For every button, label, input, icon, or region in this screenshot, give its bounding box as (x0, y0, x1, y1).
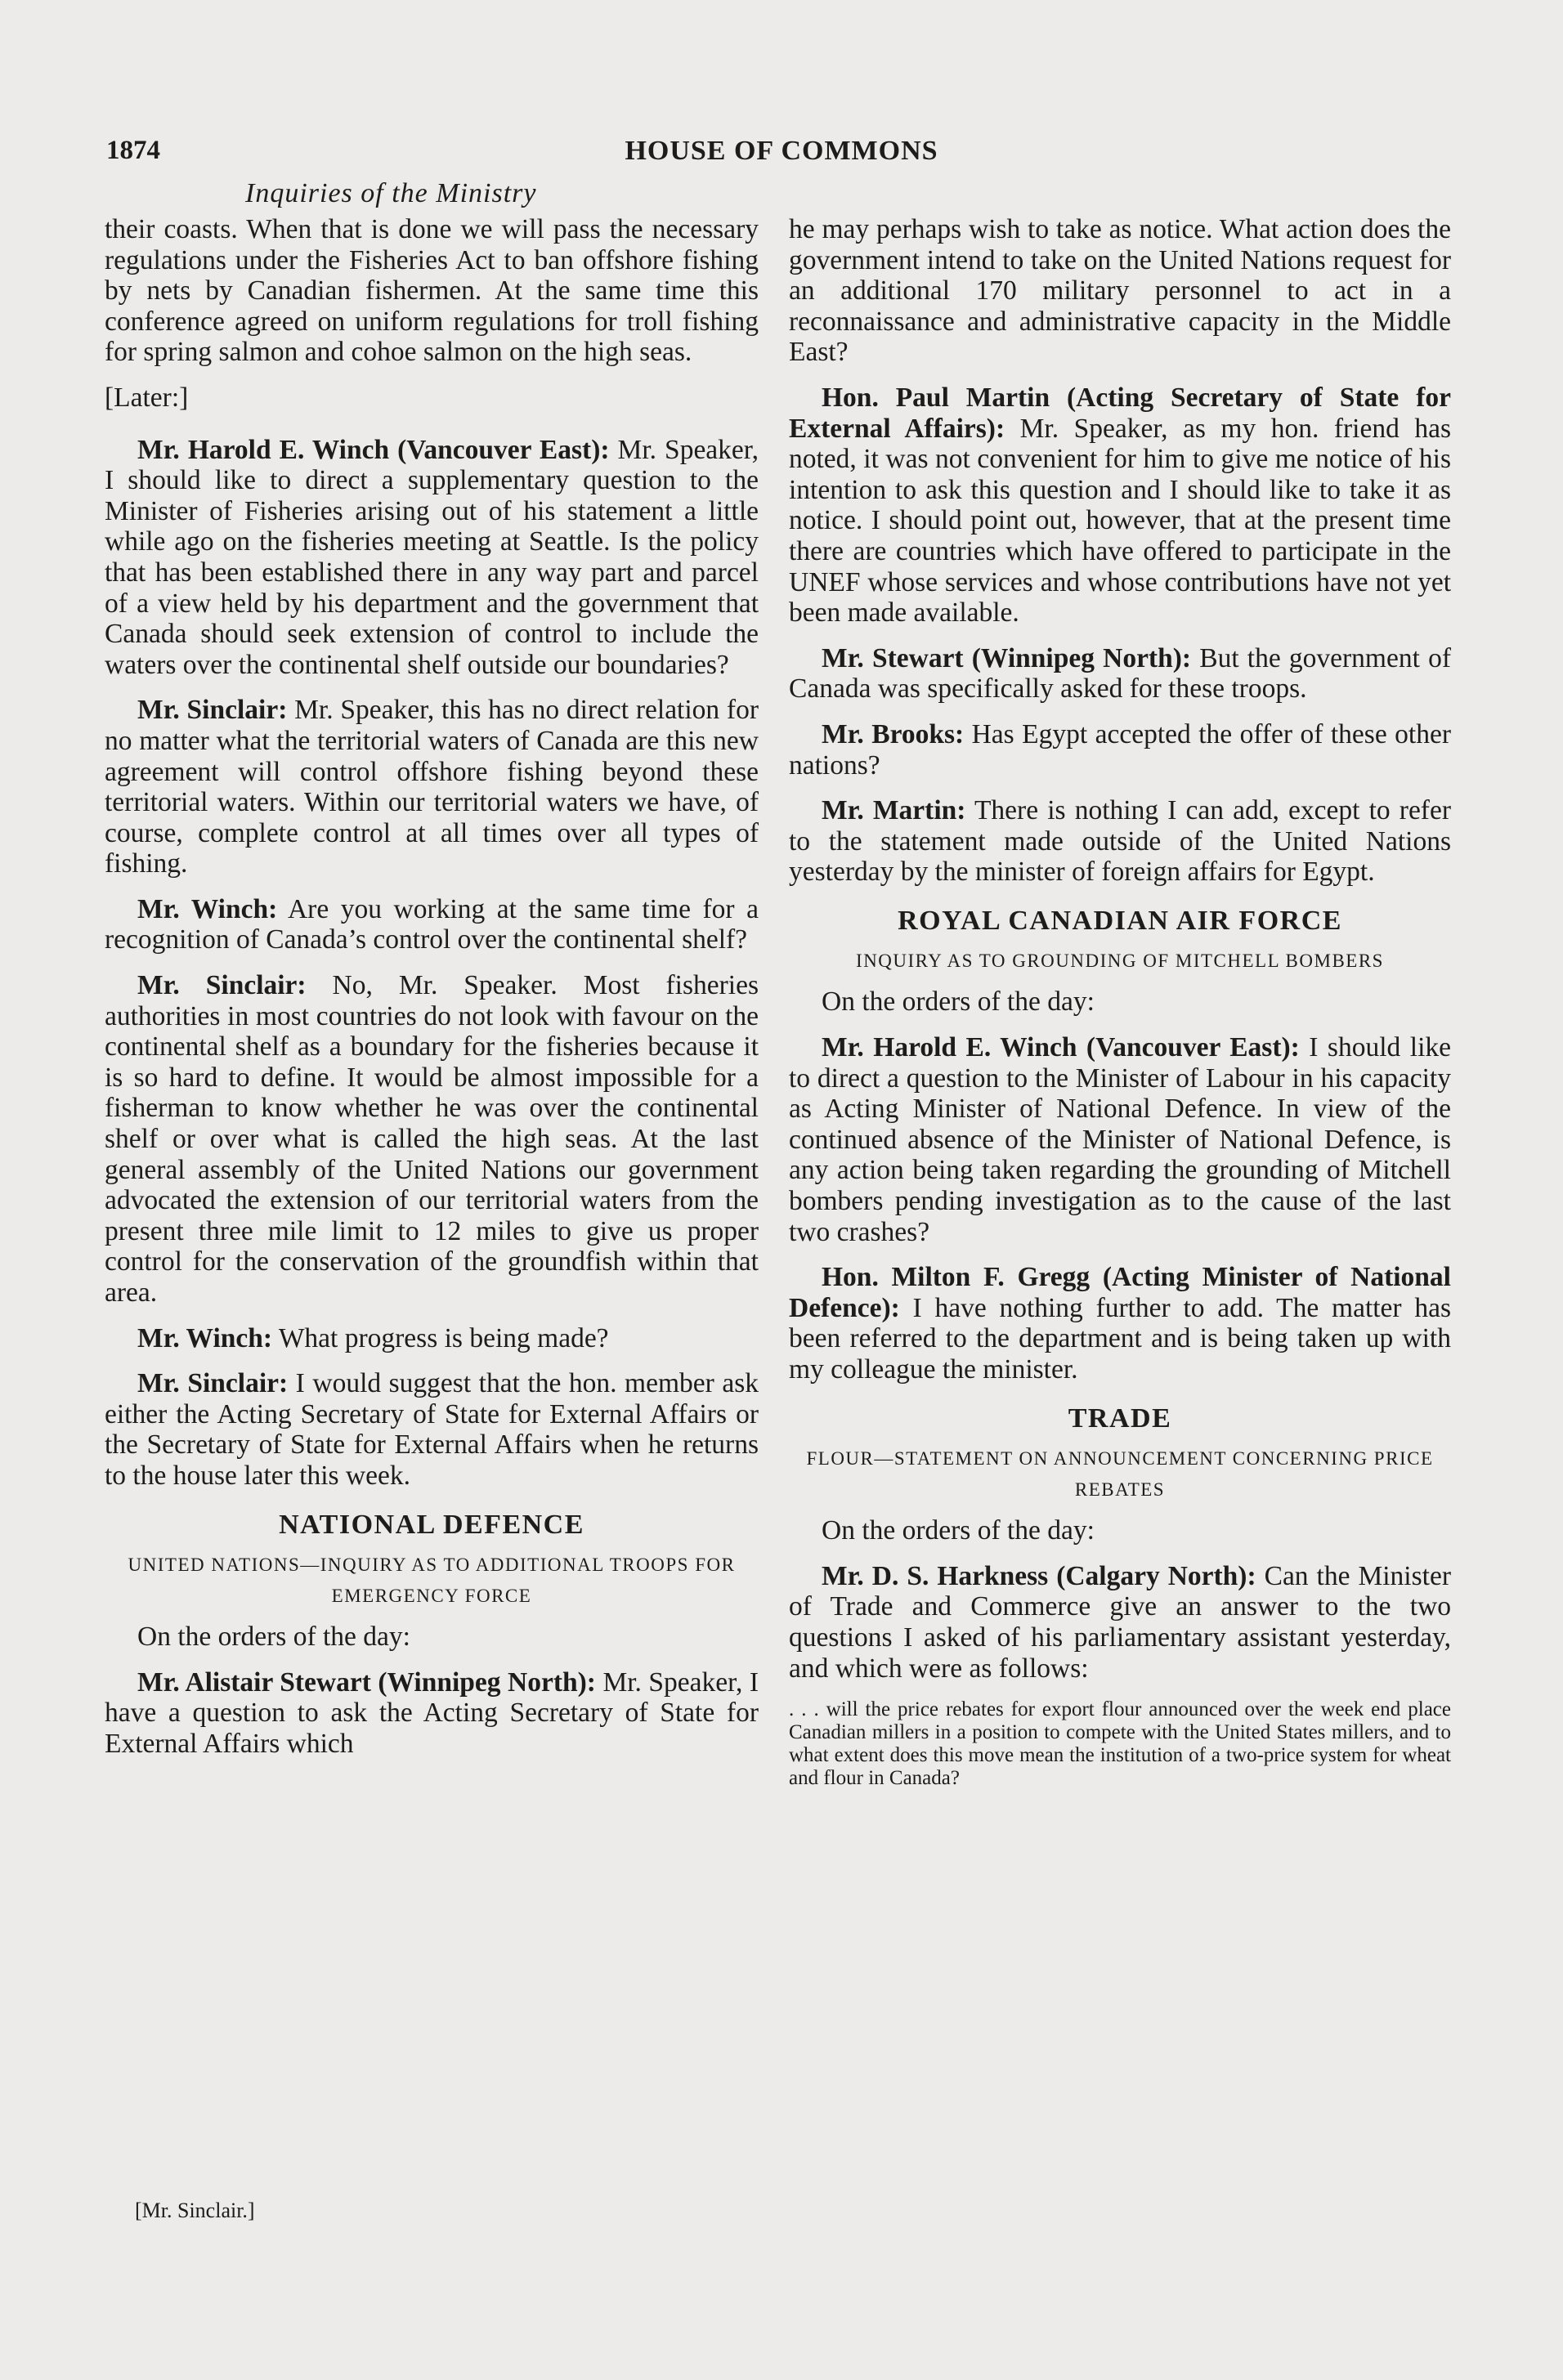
right-column (789, 214, 1451, 1805)
speaker-name: Mr. Winch: (137, 893, 278, 924)
orders-of-the-day: On the orders of the day: (822, 986, 1095, 1018)
speaker-name: Mr. Sinclair: (137, 1368, 289, 1399)
speech-text: Mr. Speaker, I should like to direct a supplementary question to the Minister of Fisheries arising out of his statement a little while ago on the fisheries meeting at Seattle. Is the policy that has been established there in any way part and parcel of a view held by his department and the government that Canada should seek extension of control to include the waters over the continental shelf outside our boundaries? (105, 434, 759, 680)
speech-text: But the government of Canada was specifically asked for these troops. (789, 642, 1452, 705)
paragraph (789, 1561, 1451, 1684)
speaker-name: Mr. Sinclair: (137, 695, 288, 726)
speaker-name: Mr. Martin: (822, 795, 966, 826)
paragraph (105, 894, 759, 955)
page-title: HOUSE OF COMMONS (625, 136, 938, 166)
paragraph (789, 719, 1451, 781)
section-heading: NATIONAL DEFENCE (279, 1509, 584, 1540)
speaker-name: Hon. Milton F. Gregg (Acting Minister of National Defence): (789, 1262, 1451, 1323)
speech-text: Can the Minister of Trade and Commerce give an answer to the two questions I asked of his parliamentary assistant yesterday, and which were as follows: (789, 1560, 1451, 1684)
orders-of-the-day: On the orders of the day: (822, 1515, 1095, 1546)
speech-text: Mr. Speaker, I have a question to ask the Acting Secretary of State for External Affairs which (105, 1666, 759, 1759)
speaker-name: Mr. Sinclair: (137, 970, 307, 1001)
speaker-name: Mr. Harold E. Winch (Vancouver East): (137, 434, 610, 465)
paragraph (105, 1667, 759, 1760)
block-quote: . . . will the price rebates for export flour announced over the week end place Canadian millers in a position to compete with the United States millers, and to what extent does this move mean the institution of a two-price system for wheat and flour in Canada? (789, 1698, 1451, 1790)
speaker-name: Hon. Paul Martin (Acting Secretary of State for External Affairs): (789, 382, 1451, 444)
left-column (105, 214, 759, 1774)
paragraph (105, 970, 759, 1309)
section-subheading: INQUIRY AS TO GROUNDING OF MITCHELL BOMBERS (856, 951, 1384, 972)
speech-text: Are you working at the same time for a recognition of Canada’s control over the continental shelf? (105, 893, 759, 955)
speaker-name: Mr. Alistair Stewart (Winnipeg North): (137, 1666, 596, 1698)
section-heading: TRADE (1068, 1402, 1172, 1434)
paragraph (789, 1032, 1451, 1247)
speaker-name: Mr. D. S. Harkness (Calgary North): (822, 1560, 1256, 1591)
paragraph (105, 1323, 759, 1354)
paragraph (105, 1368, 759, 1491)
footer-reference: [Mr. Sinclair.] (135, 2199, 255, 2222)
speech-text: There is nothing I can add, except to refer to the statement made outside of the United Nations yesterday by the minister of foreign affairs for Egypt. (789, 795, 1451, 888)
speaker-name: Mr. Harold E. Winch (Vancouver East): (822, 1032, 1300, 1063)
paragraph (789, 643, 1451, 705)
speech-text: I have nothing further to add. The matter has been referred to the department and is being taken up with my colleague the minister. (789, 1292, 1451, 1385)
page-subtitle: Inquiries of the Ministry (245, 178, 537, 208)
page-number: 1874 (106, 136, 160, 165)
paragraph (789, 795, 1451, 888)
speech-text: Has Egypt accepted the offer of these other nations? (789, 718, 1451, 781)
speech-text: Mr. Speaker, this has no direct relation for no matter what the territorial waters of Canada are this new agreement will control offshore fishing beyond these territorial waters. Within our territorial waters we have, of course, complete control at all times over all types of fishing. (105, 695, 759, 879)
speaker-name: Mr. Winch: (137, 1322, 273, 1353)
paragraph: their coasts. When that is done we will pass the necessary regulations under the Fisheries Act to ban offshore fishing by nets by Canadian fishermen. At the same time this conference agreed on uniform regulations for troll fishing for spring salmon and cohoe salmon on the high seas. (105, 214, 759, 368)
section-heading: ROYAL CANADIAN AIR FORCE (898, 905, 1342, 936)
speech-text: What progress is being made? (272, 1322, 609, 1353)
paragraph (789, 1262, 1451, 1385)
section-subheading: UNITED NATIONS—INQUIRY AS TO ADDITIONAL TROOPS FOR EMERGENCY FORCE (128, 1555, 736, 1607)
speech-text: Mr. Speaker, as my hon. friend has noted, it was not convenient for him to give me notice of his intention to ask this question and I should like to take it as notice. I should point out, however, that at the present time there are countries which have offered to participate in the UNEF whose services and whose contributions have not yet been made available. (789, 413, 1451, 629)
orders-of-the-day: On the orders of the day: (137, 1622, 410, 1653)
section-subheading: FLOUR—STATEMENT ON ANNOUNCEMENT CONCERNING PRICE REBATES (806, 1448, 1434, 1501)
paragraph (105, 695, 759, 879)
paragraph (105, 435, 759, 681)
speech-text: I should like to direct a question to the Minister of Labour in his capacity as Acting Minister of National Defence. In view of the continued absence of the Minister of National Defence, is any action being taken regarding the grounding of Mitchell bombers pending investigation as to the cause of the last two crashes? (789, 1032, 1451, 1247)
later-marker: [Later:] (105, 382, 189, 413)
paragraph (789, 382, 1451, 629)
speech-text: I would suggest that the hon. member ask either the Acting Secretary of State for External Affairs or the Secretary of State for External Affairs when he returns to the house later this week. (105, 1368, 759, 1491)
speaker-name: Mr. Brooks: (822, 718, 965, 749)
speaker-name: Mr. Stewart (Winnipeg North): (822, 642, 1192, 673)
speech-text: No, Mr. Speaker. Most fisheries authorities in most countries do not look with favour on the continental shelf as a boundary for the fisheries because it is so hard to define. It would be almost impossible for a fisherman to know whether he was over the continental shelf or over what is called the high seas. At the last general assembly of the United Nations our government advocated the extension of our territorial waters from the present three mile limit to 12 miles to give us proper control for the conservation of the groundfish within that area. (105, 970, 759, 1308)
paragraph: he may perhaps wish to take as notice. What action does the government intend to take on the United Nations request for an additional 170 military personnel to act in a reconnaissance and administrative capacity in the Middle East? (789, 214, 1451, 368)
